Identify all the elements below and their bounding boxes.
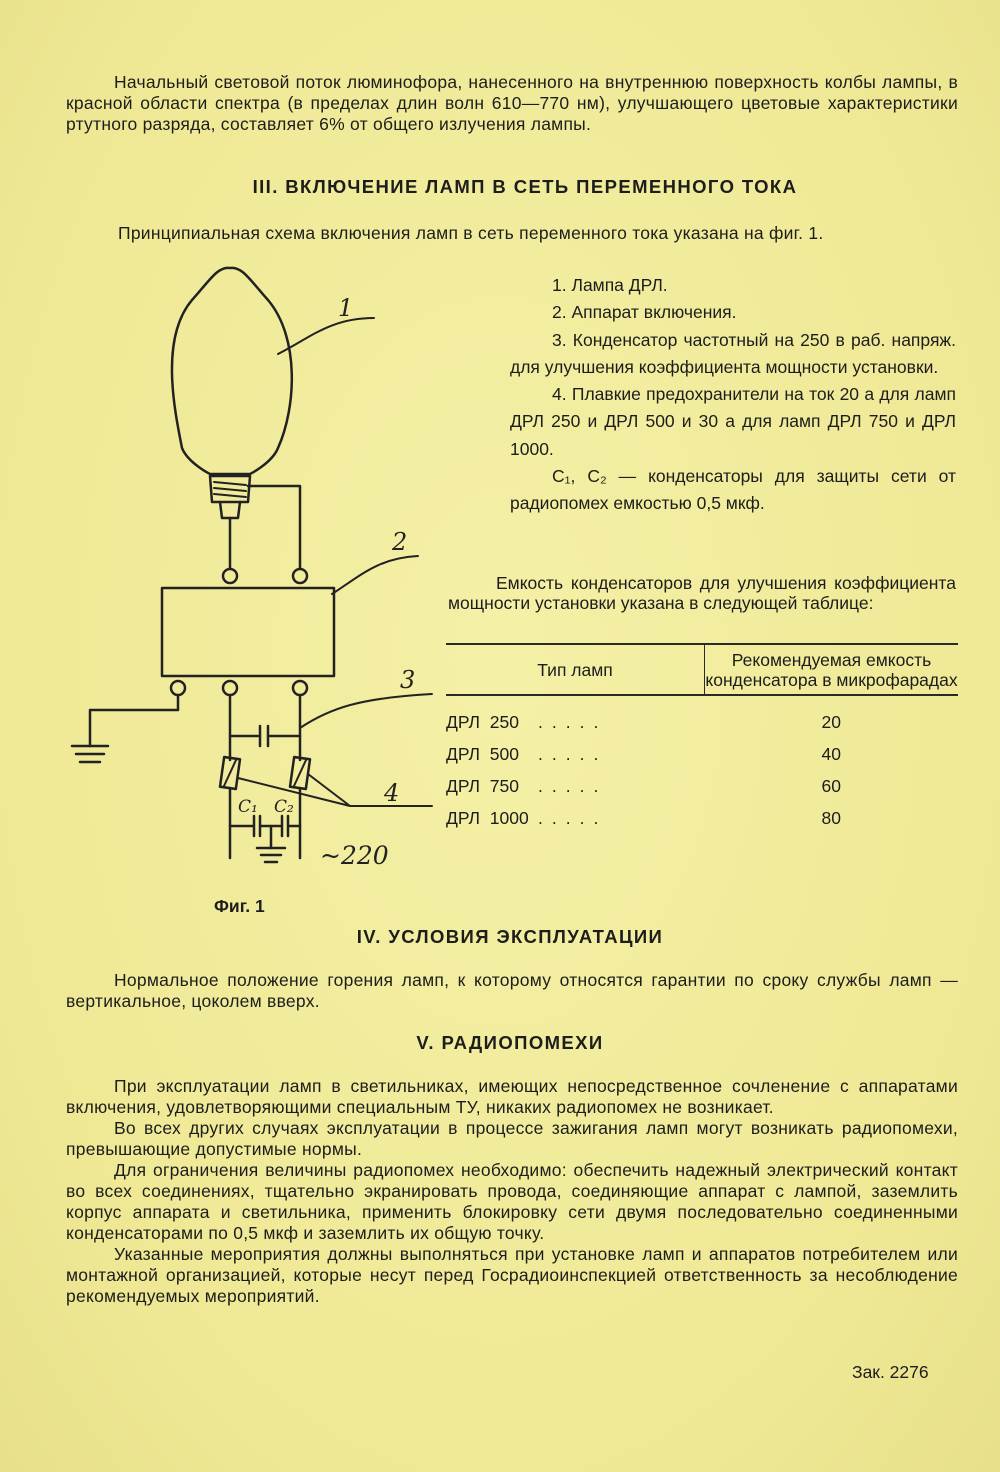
- capacitors-c1-c2: [230, 816, 300, 836]
- legend-item: 3. Конденсатор частотный на 250 в раб. напряж. для улучшения коэффициента мощности установки.: [510, 329, 956, 377]
- lamp-power: 250: [489, 711, 519, 732]
- section-3-title: III. ВКЛЮЧЕНИЕ ЛАМП В СЕТЬ ПЕРЕМЕННОГО ТОКА: [252, 176, 798, 197]
- label-1: 1: [338, 294, 354, 322]
- lamp-type: ДРЛ: [446, 743, 481, 764]
- column-header-lamp-type: Тип ламп: [446, 644, 705, 695]
- lamp-power: 750: [489, 775, 519, 796]
- lamp-power: 500: [489, 743, 519, 764]
- section-4-text: Нормальное положение горения ламп, к которому относятся гарантии по сроку службы ламп — вертикальное, цоколем вверх.: [66, 970, 958, 1011]
- capacitance-value: 60: [821, 775, 841, 796]
- section-5-paragraph: Во всех других случаях эксплуатации в процессе зажигания ламп могут возникать радиопомехи, превышающие допустимые нормы.: [66, 1118, 958, 1159]
- section-3-intro: Принципиальная схема включения ламп в сеть переменного тока указана на фиг. 1.: [118, 223, 824, 243]
- label-voltage: ~220: [320, 841, 389, 870]
- capacitance-table: [446, 643, 958, 834]
- label-c1: C₁: [238, 797, 258, 817]
- apparatus-box: [162, 588, 334, 676]
- lamp-power: 1000: [489, 807, 529, 828]
- figure-caption: Фиг. 1: [214, 896, 265, 916]
- column-header-capacitance: Рекомендуемая емкость конденсатора в микрофарадах: [705, 644, 959, 695]
- label-c2: C₂: [274, 797, 294, 817]
- legend-item: 2. Аппарат включения.: [552, 302, 737, 323]
- section-5-body: [66, 1076, 958, 1307]
- label-4: 4: [384, 779, 400, 807]
- table-row: ДРЛ 1000 ..... 80: [446, 802, 958, 834]
- label-3: 3: [400, 666, 416, 694]
- table-row: ДРЛ 250 ..... 20: [446, 695, 958, 738]
- capacitor-3: [230, 726, 300, 746]
- legend-item: 4. Плавкие предохранители на ток 20 а для ламп ДРЛ 250 и ДРЛ 500 и 30 а для ламп ДРЛ 750 и ДРЛ 1000.: [510, 384, 956, 459]
- wiring-diagram: [60, 258, 440, 898]
- order-number: Зак. 2276: [852, 1362, 929, 1382]
- ground-symbol-left: [72, 746, 108, 762]
- lamp-lead-right: [248, 486, 300, 568]
- legend-item: 1. Лампа ДРЛ.: [552, 275, 668, 295]
- table-header-row: [446, 644, 958, 695]
- legend-item: С₁, С₂ — конденсаторы для защиты сети от радиопомех емкостью 0,5 мкф.: [510, 466, 956, 514]
- table-row: ДРЛ 500 ..... 40: [446, 738, 958, 770]
- section-5-paragraph: Для ограничения величины радиопомех необходимо: обеспечить надежный электрический контакт во всех соединениях, тщательно экранировать провода, соединяющие аппарат с лампой, заземлить корпус аппарата и светильника, применить блокировку сети двумя последовательно соединенными конденсаторами по 0,5 мкф и заземлить их общую точку.: [66, 1160, 958, 1243]
- section-5-paragraph: При эксплуатации ламп в светильниках, имеющих непосредственное сочленение с аппаратами включения, удовлетворяющими специальным ТУ, никаких радиопомех не возникает.: [66, 1076, 958, 1117]
- lamp-type: ДРЛ: [446, 807, 481, 828]
- capacitance-value: 40: [821, 743, 841, 764]
- lamp-type: ДРЛ: [446, 775, 481, 796]
- table-intro: Емкость конденсаторов для улучшения коэффициента мощности установки указана в следующей таблице:: [448, 573, 956, 613]
- lamp-type: ДРЛ: [446, 711, 481, 732]
- section-5-title: V. РАДИОПОМЕХИ: [416, 1032, 604, 1053]
- section-5-paragraph: Указанные мероприятия должны выполняться при установке ламп и аппаратов потребителем или монтажной организацией, которые несут перед Госрадиоинспекцией ответственность за несоблюдение рекомендуемых мероприятий.: [66, 1244, 958, 1306]
- capacitance-value: 20: [821, 711, 841, 732]
- section-4-title: IV. УСЛОВИЯ ЭКСПЛУАТАЦИИ: [356, 926, 664, 947]
- intro-paragraph: Начальный световой поток люминофора, нанесенного на внутреннюю поверхность колбы лампы, в красной области спектра (в пределах длин волн 610—770 нм), улучшающего цветовые характеристики ртутного разряда, составляет 6% от общего излучения лампы.: [66, 72, 958, 134]
- table-row: ДРЛ 750 ..... 60: [446, 770, 958, 802]
- label-2: 2: [392, 528, 408, 556]
- lamp-bulb: [172, 268, 292, 474]
- figure-legend: [510, 272, 956, 518]
- ground-symbol-center: [257, 848, 285, 862]
- capacitance-value: 80: [821, 807, 841, 828]
